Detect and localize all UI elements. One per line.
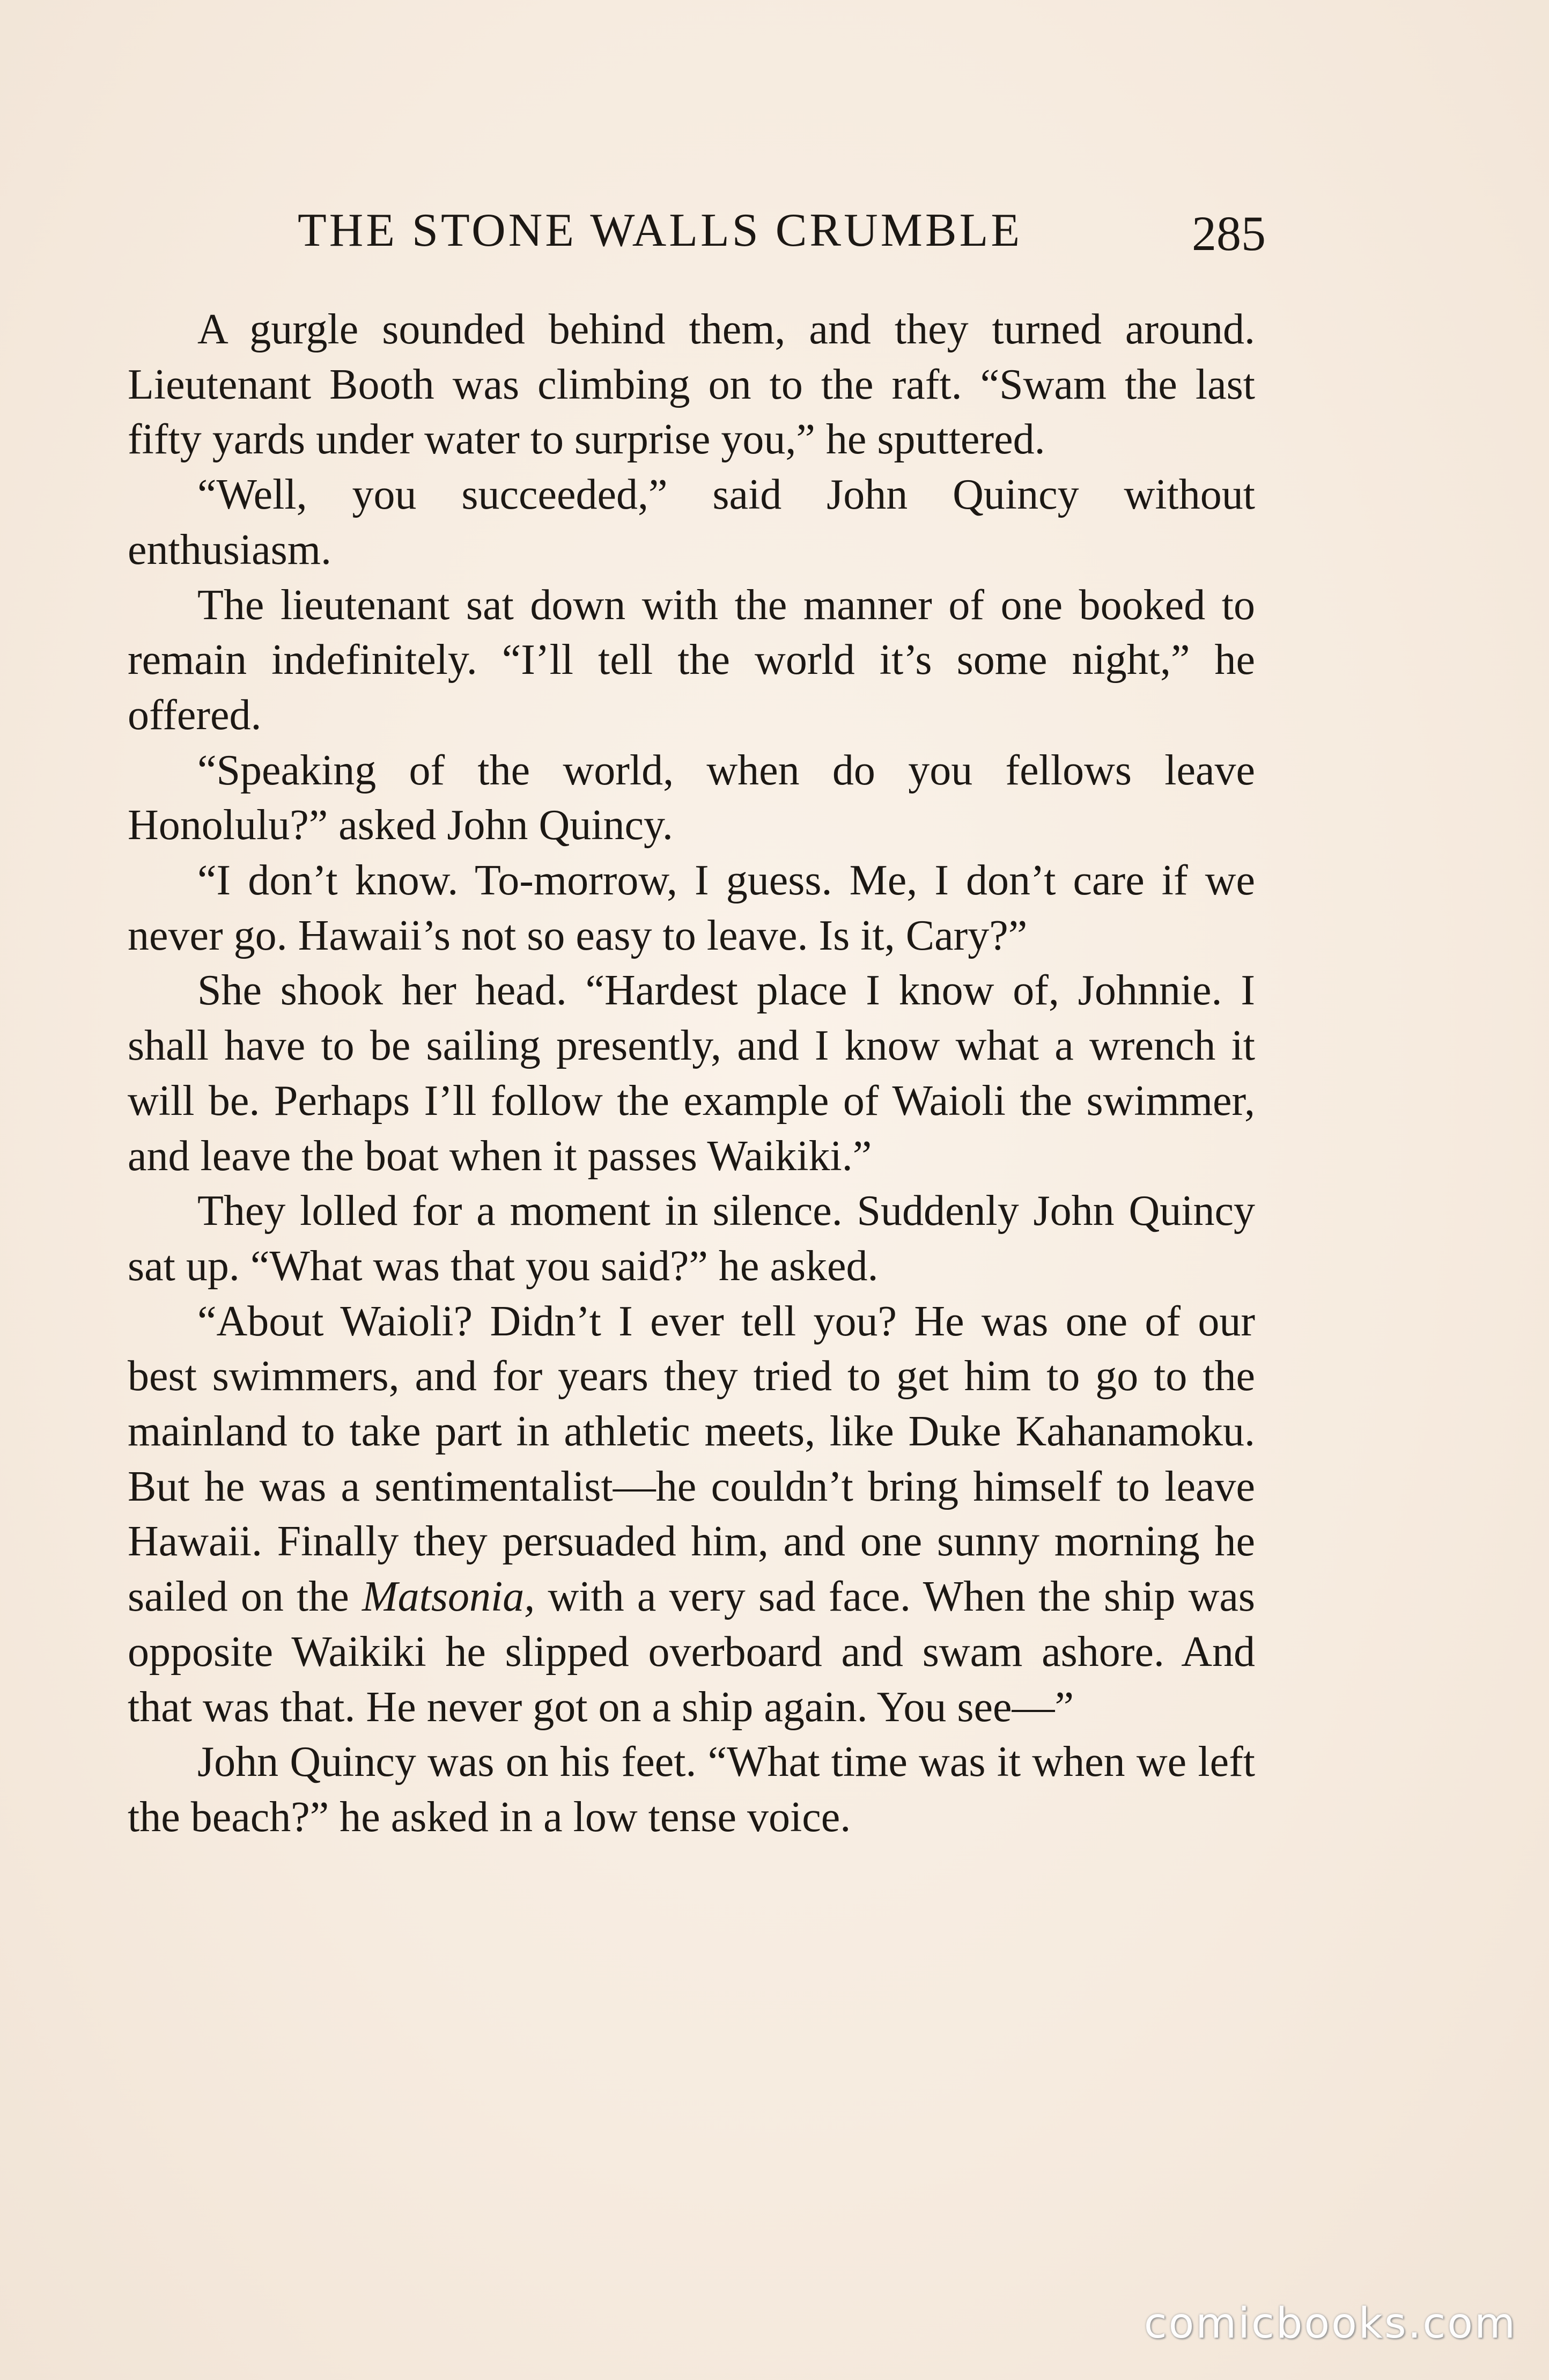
paragraph [128,1294,1255,1735]
paragraph: A gurgle sounded behind them, and they turned around. Lieutenant Booth was climbing on to the raft. “Swam the last fifty yards under water to surprise you,” he sputtered. [128,306,1255,464]
page-number: 285 [1192,206,1266,261]
paragraph: “Speaking of the world, when do you fellows leave Honolulu?” asked John Quincy. [128,746,1255,849]
paragraph-text: with a very sad face. When the ship was opposite Waikiki he slipped overboard and swam ashore. And that was that. He never got on a ship again. You see—” [128,1573,1255,1731]
running-title: THE STONE WALLS CRUMBLE [298,204,1023,256]
paragraph: The lieutenant sat down with the manner of one booked to remain indefinitely. “I’ll tell the world it’s some night,” he offered. [128,581,1255,739]
paragraph: She shook her head. “Hardest place I know of, Johnnie. I shall have to be sailing presently, and I know what a wrench it will be. Perhaps I’ll follow the example of Waioli the swimmer, and leave the boat when it passes Waikiki.” [128,967,1255,1180]
paragraph: “Well, you succeeded,” said John Quincy without enthusiasm. [128,471,1255,574]
paragraph: John Quincy was on his feet. “What time was it when we left the beach?” he asked in a low tense voice. [128,1738,1255,1841]
paragraph-text: “About Waioli? Didn’t I ever tell you? He was one of our best swimmers, and for years they tried to get him to go to the mainland to take part in athletic meets, like Duke Kahanamoku. But he was a sentimentalist—he couldn’t bring himself to leave Hawaii. Finally they persuaded him, and one sunny morning he sailed on the [128,1297,1255,1621]
ship-name-italic: Matsonia, [362,1573,535,1621]
body-text [128,302,1255,1845]
paragraph: “I don’t know. To-morrow, I guess. Me, I don’t care if we never go. Hawaii’s not so easy to leave. Is it, Cary?” [128,857,1255,959]
watermark: comicbooks.com [1144,2300,1517,2348]
paragraph: They lolled for a moment in silence. Suddenly John Quincy sat up. “What was that you said?” he asked. [128,1187,1255,1290]
